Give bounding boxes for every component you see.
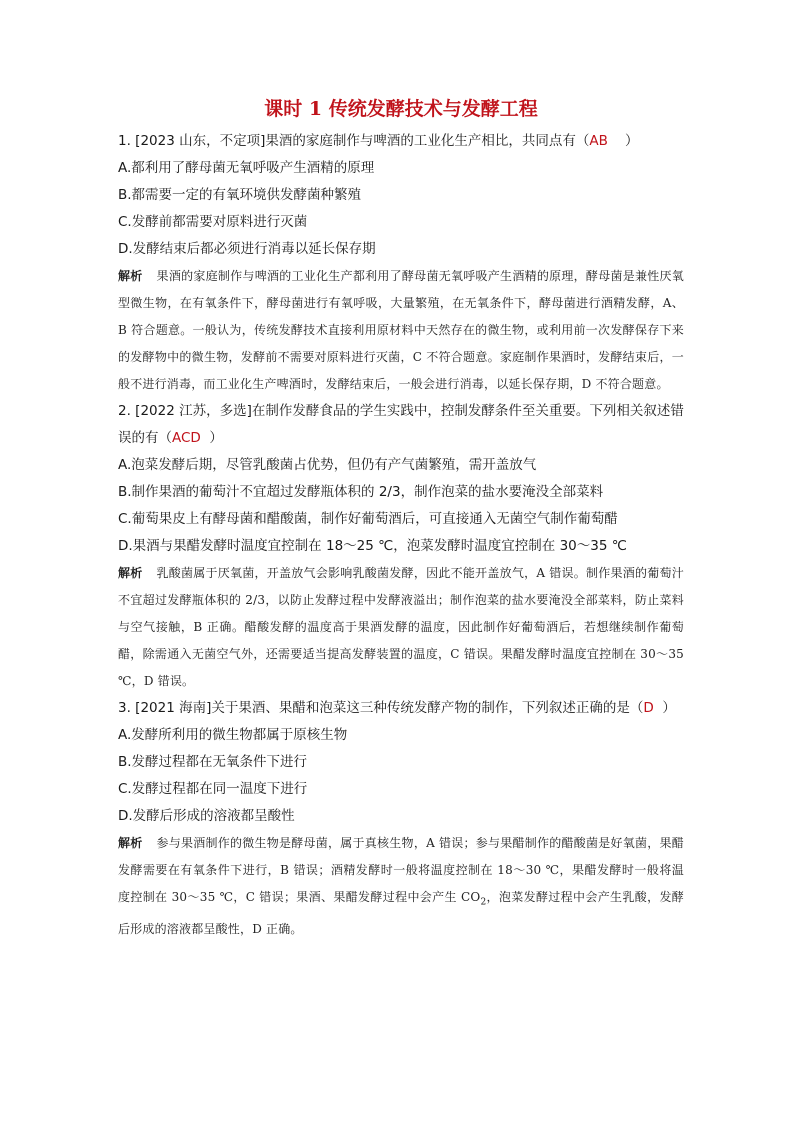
question-3-option-c: C.发酵过程都在同一温度下进行 [118, 781, 308, 797]
question-2-option-d: D.果酒与果醋发酵时温度宜控制在 18～25 ℃，泡菜发酵时温度宜控制在 30～35 ℃ [118, 538, 627, 554]
question-2-option-a: A.泡菜发酵后期，尽管乳酸菌占优势，但仍有产气菌繁殖，需开盖放气 [118, 457, 537, 473]
question-3-stem: 3. [2021 海南]关于果酒、果醋和泡菜这三种传统发酵产物的制作，下列叙述正确的是（D ） [118, 700, 676, 716]
question-2-answer: ACD [172, 430, 201, 446]
question-1-option-c: C.发酵前都需要对原料进行灭菌 [118, 214, 308, 230]
question-3-explanation: 解析 参与果酒制作的微生物是酵母菌，属于真核生物，A 错误；参与果醋制作的醋酸菌是好氧菌，果醋发酵需要在有氧条件下进行，B 错误；酒精发酵时一般将温度控制在 18～30 ℃，果醋发酵时一般将温度控制在 30～35 ℃，C 错误；果酒、果醋发酵过程中会产生 $CO_2$，泡菜发酵过程中会产生乳酸，发酵后形成的溶液都呈酸性，D 正确。 [118, 836, 685, 937]
question-3-option-a: A.发酵所利用的微生物都属于原核生物 [118, 727, 348, 743]
question-3-option-b: B.发酵过程都在无氧条件下进行 [118, 754, 308, 770]
question-1-option-a: A.都利用了酵母菌无氧呼吸产生酒精的原理 [118, 160, 375, 176]
question-3-option-d: D.发酵后形成的溶液都呈酸性 [118, 808, 295, 824]
page-title: 课时 1 传统发酵技术与发酵工程 [264, 98, 538, 120]
explanation-label: 解析 [118, 836, 143, 850]
question-2-option-b: B.制作果酒的葡萄汁不宜超过发酵瓶体积的 2/3，制作泡菜的盐水要淹没全部菜料 [118, 484, 604, 500]
question-1-answer: AB [589, 133, 608, 149]
question-3 [118, 695, 684, 943]
explanation-label: 解析 [118, 269, 143, 283]
question-1-stem: 1. [2023 山东，不定项]果酒的家庭制作与啤酒的工业化生产相比，共同点有（AB ） [118, 133, 639, 149]
question-2-option-c: C.葡萄果皮上有酵母菌和醋酸菌，制作好葡萄酒后，可直接通入无菌空气制作葡萄醋 [118, 511, 618, 527]
question-1-option-b: B.都需要一定的有氧环境供发酵菌种繁殖 [118, 187, 362, 203]
question-2-stem: 2. [2022 江苏，多选]在制作发酵食品的学生实践中，控制发酵条件至关重要。下列相关叙述错误的有（ACD ） [118, 403, 684, 446]
question-1 [118, 128, 684, 398]
document-page [118, 96, 684, 943]
question-1-explanation: 解析 果酒的家庭制作与啤酒的工业化生产都利用了酵母菌无氧呼吸产生酒精的原理，酵母菌是兼性厌氧型微生物，在有氧条件下，酵母菌进行有氧呼吸，大量繁殖，在无氧条件下，酵母菌进行酒精发酵，A、B 符合题意。一般认为，传统发酵技术直接利用原材料中天然存在的微生物，或利用前一次发酵保存下来的发酵物中的微生物，发酵前不需要对原料进行灭菌，C 不符合题意。家庭制作果酒时，发酵结束后，一般不进行消毒，而工业化生产啤酒时，发酵结束后，一般会进行消毒，以延长保存期，D 不符合题意。 [118, 269, 684, 391]
question-3-answer: D [643, 700, 654, 716]
explanation-label: 解析 [118, 566, 143, 580]
question-1-option-d: D.发酵结束后都必须进行消毒以延长保存期 [118, 241, 376, 257]
question-2-explanation: 解析 乳酸菌属于厌氧菌，开盖放气会影响乳酸菌发酵，因此不能开盖放气，A 错误。制作果酒的葡萄汁不宜超过发酵瓶体积的 2/3，以防止发酵过程中发酵液溢出；制作泡菜的盐水要淹没全部菜料，防止菜料与空气接触，B 正确。醋酸发酵的温度高于果酒发酵的温度，因此制作好葡萄酒后，若想继续制作葡萄醋，除需通入无菌空气外，还需要适当提高发酵装置的温度，C 错误。果醋发酵时温度宜控制在 30～35 ℃，D 错误。 [118, 566, 684, 688]
question-2 [118, 398, 684, 695]
